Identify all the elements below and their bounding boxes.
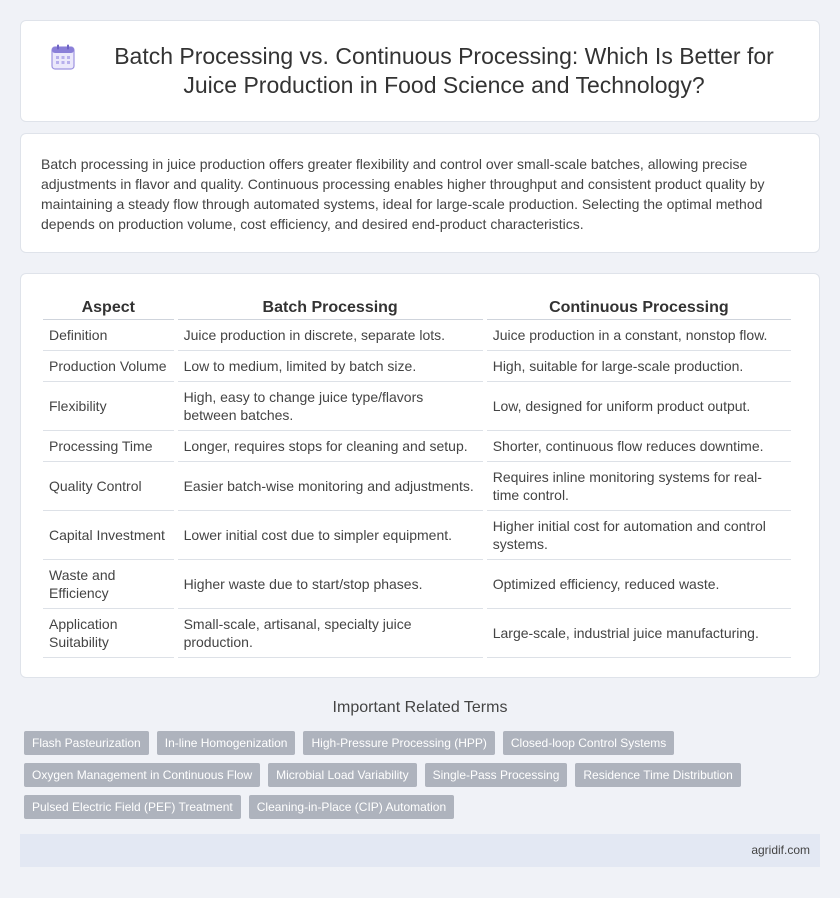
batch-cell: High, easy to change juice type/flavors between batches. [178, 382, 483, 431]
aspect-cell: Waste and Efficiency [43, 560, 174, 609]
related-terms-title: Important Related Terms [332, 699, 508, 716]
continuous-cell: Large-scale, industrial juice manufacturing. [487, 609, 791, 658]
continuous-cell: Requires inline monitoring systems for real-time control. [487, 462, 791, 511]
continuous-cell: High, suitable for large-scale production. [487, 351, 791, 382]
table-row [43, 320, 791, 351]
table-row [43, 351, 791, 382]
batch-cell: Longer, requires stops for cleaning and setup. [178, 431, 483, 462]
footer-site-link[interactable]: agridif.com [751, 843, 810, 857]
batch-cell: Juice production in discrete, separate lots. [178, 320, 483, 351]
aspect-cell: Quality Control [43, 462, 174, 511]
aspect-cell: Capital Investment [43, 511, 174, 560]
batch-cell: Easier batch-wise monitoring and adjustments. [178, 462, 483, 511]
table-row [43, 511, 791, 560]
batch-cell: Small-scale, artisanal, specialty juice production. [178, 609, 483, 658]
table-row [43, 382, 791, 431]
table-row [43, 609, 791, 658]
header-batch: Batch Processing [178, 294, 483, 320]
aspect-cell: Flexibility [43, 382, 174, 431]
continuous-cell: Low, designed for uniform product output. [487, 382, 791, 431]
footer [20, 834, 820, 867]
related-term-tag[interactable]: Microbial Load Variability [268, 763, 417, 787]
batch-cell: Low to medium, limited by batch size. [178, 351, 483, 382]
header-aspect: Aspect [43, 294, 174, 320]
title-card [20, 20, 820, 122]
continuous-cell: Shorter, continuous flow reduces downtime. [487, 431, 791, 462]
related-term-tag[interactable]: Pulsed Electric Field (PEF) Treatment [24, 795, 241, 819]
table-row [43, 431, 791, 462]
batch-cell: Lower initial cost due to simpler equipment. [178, 511, 483, 560]
table-row [43, 560, 791, 609]
summary-card [20, 133, 820, 253]
related-term-tag[interactable]: Oxygen Management in Continuous Flow [24, 763, 260, 787]
related-term-tag[interactable]: High-Pressure Processing (HPP) [303, 731, 494, 755]
batch-cell: Higher waste due to start/stop phases. [178, 560, 483, 609]
continuous-cell: Juice production in a constant, nonstop flow. [487, 320, 791, 351]
related-term-tag[interactable]: In-line Homogenization [157, 731, 296, 755]
table-row [43, 462, 791, 511]
comparison-table-card [20, 273, 820, 678]
comparison-table [39, 294, 795, 658]
related-term-tag[interactable]: Closed-loop Control Systems [503, 731, 674, 755]
related-term-tag[interactable]: Cleaning-in-Place (CIP) Automation [249, 795, 454, 819]
continuous-cell: Optimized efficiency, reduced waste. [487, 560, 791, 609]
table-header-row [43, 294, 791, 320]
related-terms-tags [24, 731, 824, 819]
summary-text: Batch processing in juice production offers greater flexibility and control over small-scale batches, allowing precise adjustments in flavor and quality. Continuous processing enables higher throughput and consistent product quality by maintaining a steady flow through automated systems, ideal for large-scale production. Selecting the optimal method depends on production volume, cost efficiency, and desired end-product characteristics. [41, 156, 765, 232]
aspect-cell: Production Volume [43, 351, 174, 382]
related-term-tag[interactable]: Flash Pasteurization [24, 731, 149, 755]
related-term-tag[interactable]: Single-Pass Processing [425, 763, 568, 787]
page-title: Batch Processing vs. Continuous Processing: Which Is Better for Juice Production in Food Science and Technology? [114, 43, 774, 98]
aspect-cell: Processing Time [43, 431, 174, 462]
continuous-cell: Higher initial cost for automation and control systems. [487, 511, 791, 560]
related-term-tag[interactable]: Residence Time Distribution [575, 763, 740, 787]
calendar-icon [51, 44, 75, 70]
header-continuous: Continuous Processing [487, 294, 791, 320]
aspect-cell: Definition [43, 320, 174, 351]
aspect-cell: Application Suitability [43, 609, 174, 658]
